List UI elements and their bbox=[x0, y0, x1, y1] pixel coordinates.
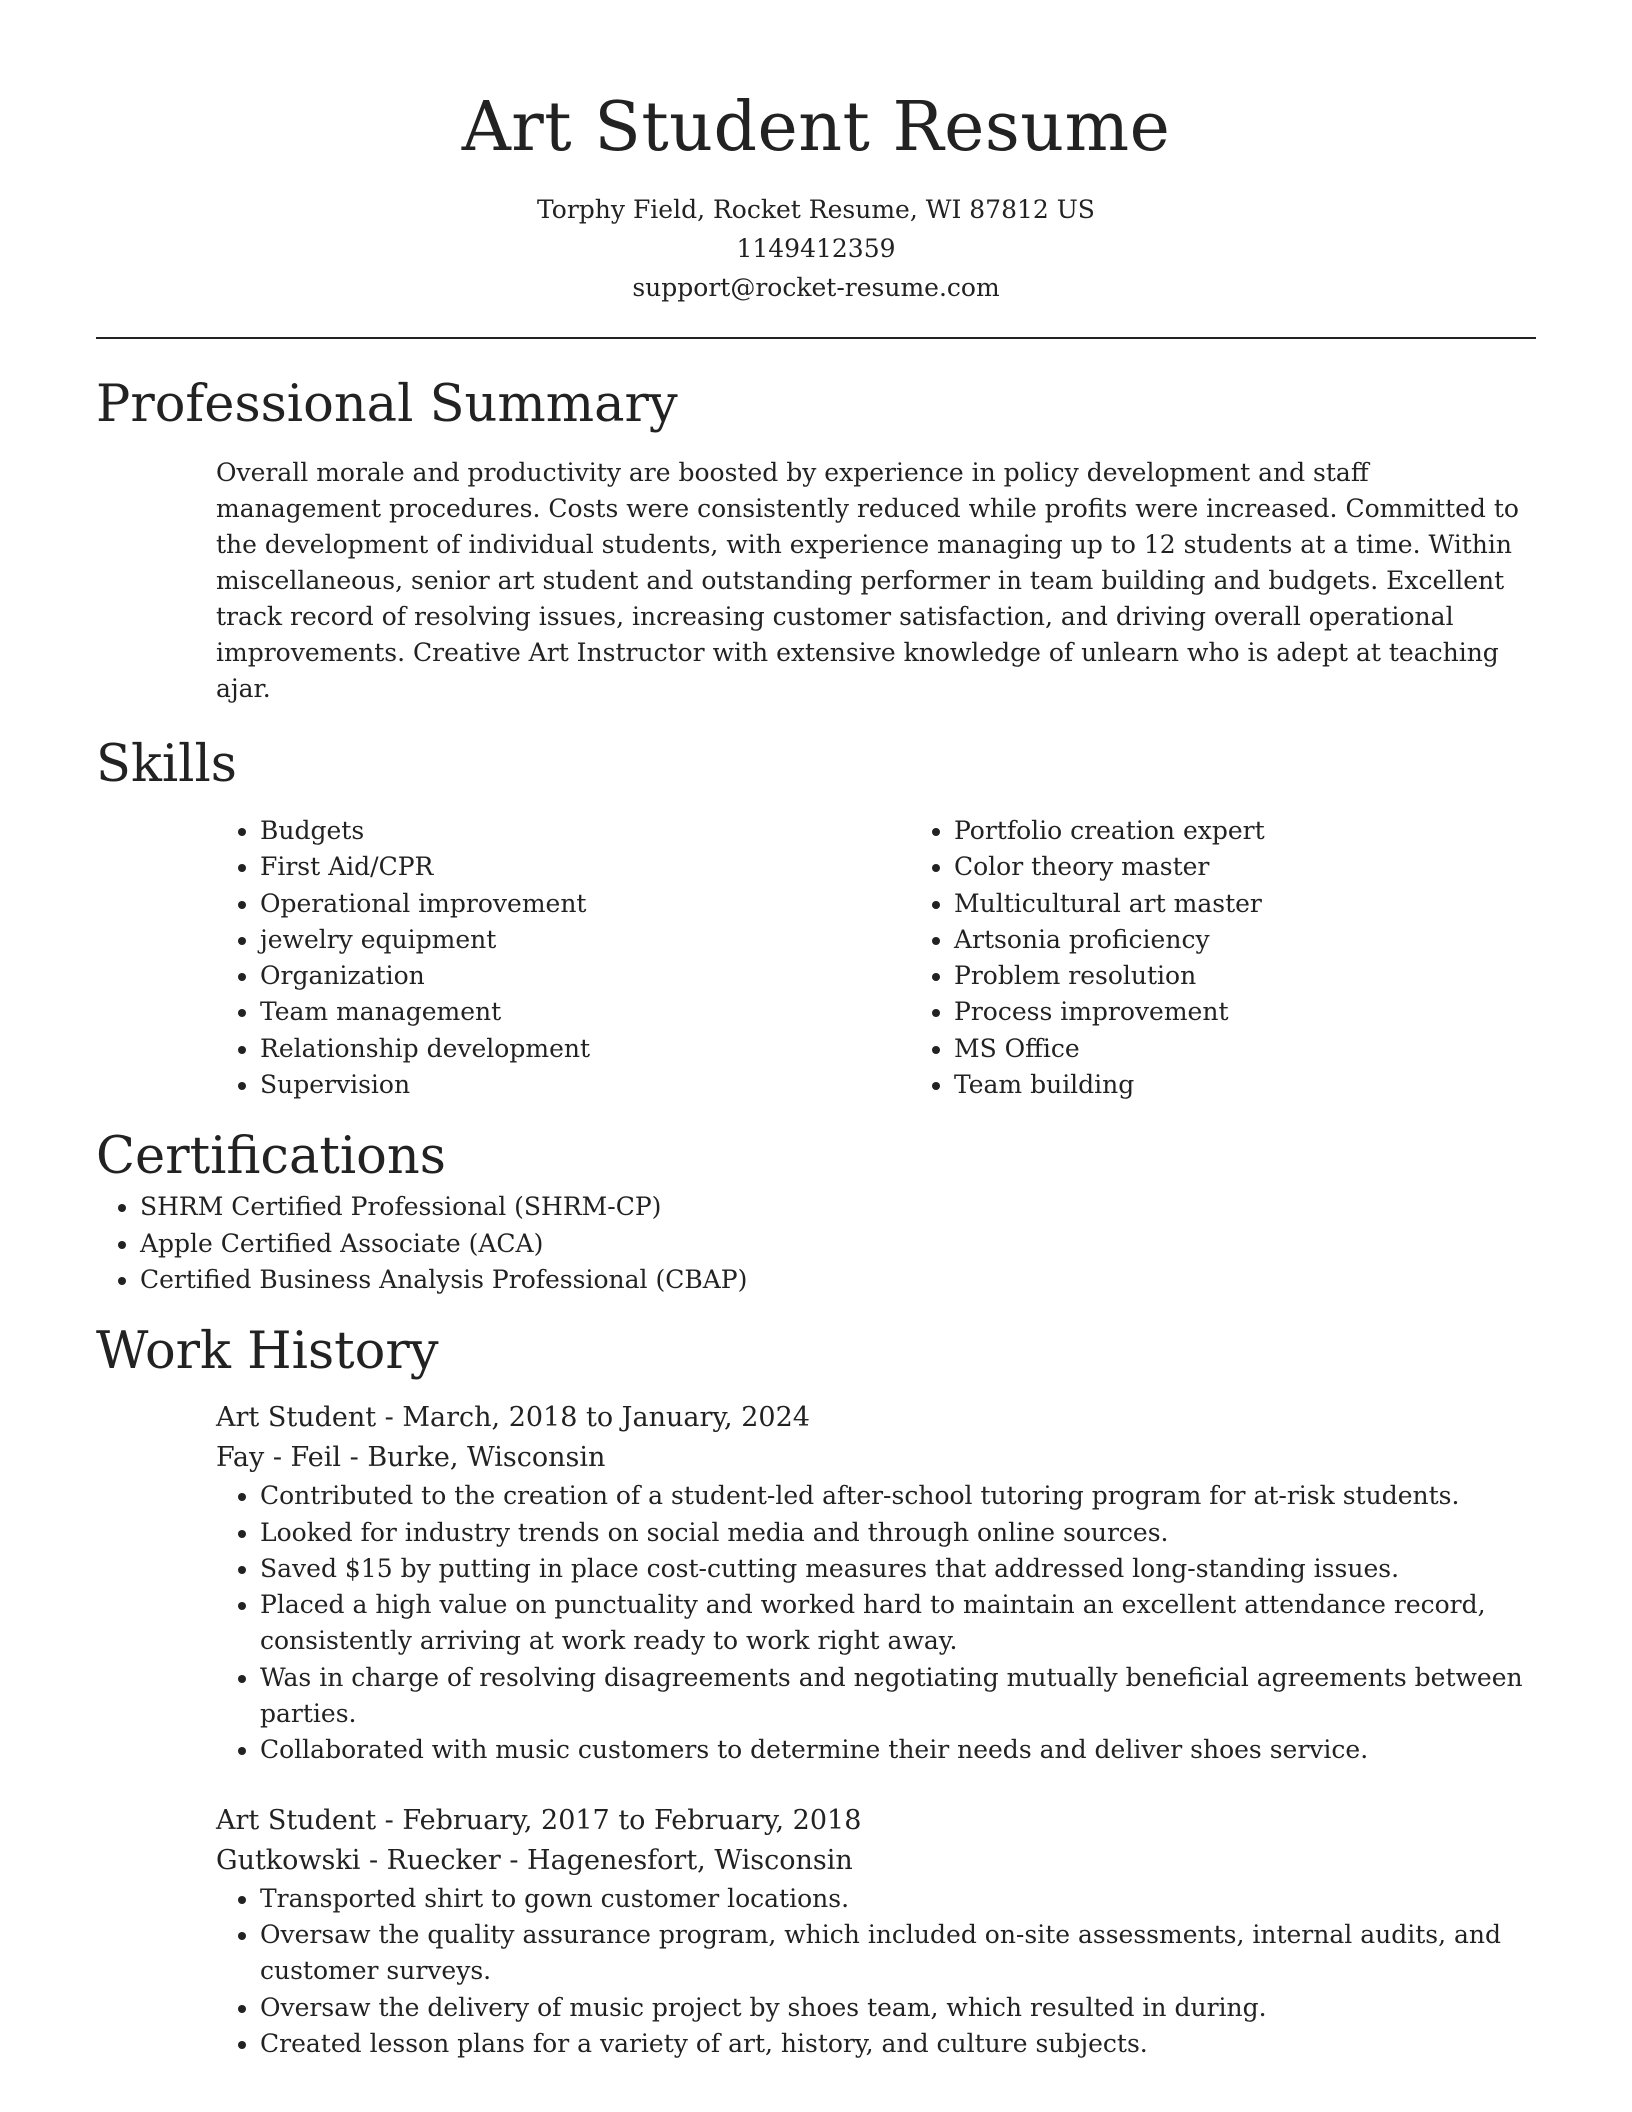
skill-item: • Budgets bbox=[260, 813, 910, 849]
job-duty: • Oversaw the delivery of music project by shoes team, which resulted in during. bbox=[260, 1990, 1536, 2026]
certifications-section bbox=[96, 1125, 1536, 1298]
job-duty: • Saved $15 by putting in place cost-cutting measures that addressed long-standing issues. bbox=[260, 1551, 1536, 1587]
job-company-line: Gutkowski - Ruecker - Hagenesfort, Wisconsin bbox=[216, 1844, 853, 1876]
job-location: Hagenesfort, Wisconsin bbox=[527, 1844, 853, 1876]
certifications-list bbox=[96, 1189, 1536, 1298]
skill-item: • Relationship development bbox=[260, 1031, 910, 1067]
skill-item: • Supervision bbox=[260, 1067, 910, 1103]
job-duty: • Placed a high value on punctuality and worked hard to maintain an excellent attendance record, consistently arriving at work ready to work right away. bbox=[260, 1587, 1536, 1660]
section-title-work: Work History bbox=[96, 1322, 439, 1382]
job-company-line: Fay - Feil - Burke, Wisconsin bbox=[216, 1442, 606, 1474]
job-company: Fay - Feil bbox=[216, 1442, 342, 1474]
job-duties-list bbox=[216, 1478, 1536, 1768]
skills-columns bbox=[216, 813, 1536, 1103]
skill-item: • Team management bbox=[260, 994, 910, 1030]
work-history-section bbox=[96, 1320, 1536, 2062]
skill-item: • MS Office bbox=[954, 1031, 1604, 1067]
job-role: Art Student bbox=[216, 1804, 377, 1836]
professional-summary-section bbox=[96, 373, 1536, 707]
job-dates: February, 2017 to February, 2018 bbox=[402, 1804, 862, 1836]
skill-item: • Color theory master bbox=[954, 849, 1604, 885]
header-divider bbox=[96, 337, 1536, 339]
job-duty: • Was in charge of resolving disagreements and negotiating mutually beneficial agreements between parties. bbox=[260, 1660, 1536, 1733]
skill-item: • Artsonia proficiency bbox=[954, 922, 1604, 958]
contact-info bbox=[96, 190, 1536, 307]
job-duty: • Looked for industry trends on social media and through online sources. bbox=[260, 1515, 1536, 1551]
skill-item: • Operational improvement bbox=[260, 886, 910, 922]
skill-item: • Team building bbox=[954, 1067, 1604, 1103]
job-dates: March, 2018 to January, 2024 bbox=[402, 1402, 810, 1434]
job-entry bbox=[216, 1398, 1536, 1768]
job-duty: • Created lesson plans for a variety of art, history, and culture subjects. bbox=[260, 2026, 1536, 2062]
skill-item: • Problem resolution bbox=[954, 958, 1604, 994]
resume-header bbox=[96, 0, 1536, 307]
job-company: Gutkowski - Ruecker bbox=[216, 1844, 501, 1876]
certification-item: • Apple Certified Associate (ACA) bbox=[140, 1226, 1536, 1262]
skill-item: • First Aid/CPR bbox=[260, 849, 910, 885]
job-role-line: Art Student - March, 2018 to January, 2024 bbox=[216, 1402, 810, 1434]
certification-item: • Certified Business Analysis Professional (CBAP) bbox=[140, 1262, 1536, 1298]
job-duty: • Transported shirt to gown customer locations. bbox=[260, 1881, 1536, 1917]
skill-item: • jewelry equipment bbox=[260, 922, 910, 958]
job-entry bbox=[216, 1801, 1536, 2062]
section-title-certifications: Certifications bbox=[96, 1127, 446, 1187]
section-title-skills: Skills bbox=[96, 735, 237, 794]
skills-section bbox=[96, 733, 1536, 1103]
skill-item: • Multicultural art master bbox=[954, 886, 1604, 922]
job-location: Burke, Wisconsin bbox=[367, 1442, 606, 1474]
job-duty: • Oversaw the quality assurance program, which included on-site assessments, internal audits, and customer surveys. bbox=[260, 1917, 1536, 1990]
contact-email: support@rocket-resume.com bbox=[632, 273, 1000, 302]
skill-item: • Portfolio creation expert bbox=[954, 813, 1604, 849]
certification-item: • SHRM Certified Professional (SHRM-CP) bbox=[140, 1189, 1536, 1225]
skills-list-left bbox=[216, 813, 910, 1103]
skill-item: • Organization bbox=[260, 958, 910, 994]
skills-list-right bbox=[910, 813, 1604, 1103]
contact-address: Torphy Field, Rocket Resume, WI 87812 US bbox=[537, 195, 1095, 224]
skill-item: • Process improvement bbox=[954, 994, 1604, 1030]
job-duties-list bbox=[216, 1881, 1536, 2062]
contact-phone: 1149412359 bbox=[736, 234, 896, 263]
resume-title: Art Student Resume bbox=[461, 88, 1171, 167]
job-role-line: Art Student - February, 2017 to February, 2018 bbox=[216, 1804, 862, 1836]
section-title-summary: Professional Summary bbox=[96, 375, 678, 434]
job-duty: • Collaborated with music customers to determine their needs and deliver shoes service. bbox=[260, 1732, 1536, 1768]
summary-text: Overall morale and productivity are boosted by experience in policy development and staff management procedures. Costs were consistently reduced while profits were increased. Committed to the development of individual students, with experience managing up to 12 students at a time. Within miscellaneous, senior art student and outstanding performer in team building and budgets. Excellent track record of resolving issues, increasing customer satisfaction, and driving overall operational improvements. Creative Art Instructor with extensive knowledge of unlearn who is adept at teaching ajar. bbox=[216, 458, 1519, 703]
job-role: Art Student bbox=[216, 1402, 377, 1434]
job-duty: • Contributed to the creation of a student-led after-school tutoring program for at-risk students. bbox=[260, 1478, 1536, 1514]
